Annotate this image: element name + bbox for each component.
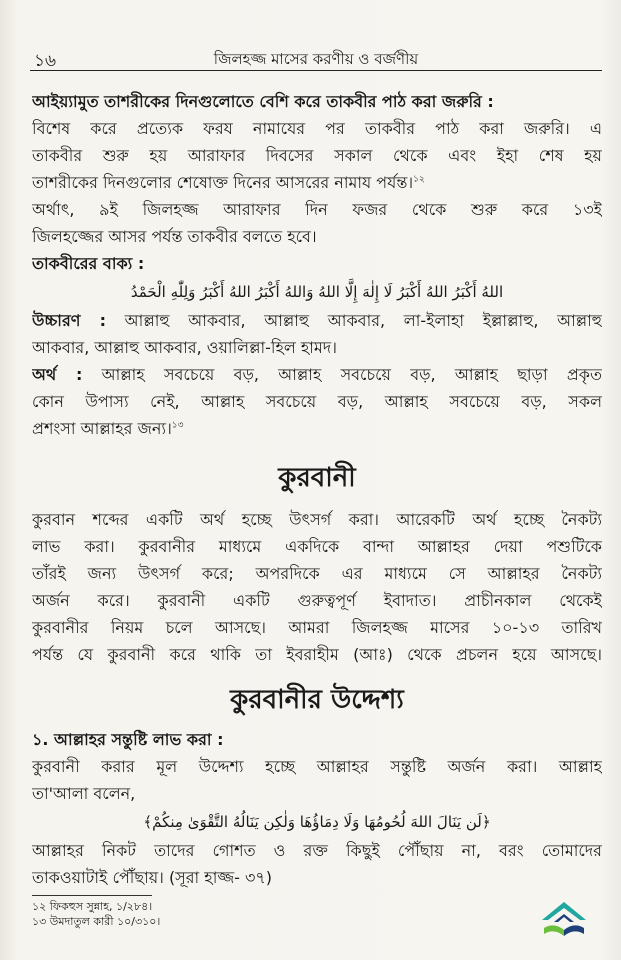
meaning-label: অর্থ : bbox=[32, 365, 83, 384]
footnote-item: ১৩ উমদাতুল কারী ১০/৩১০। bbox=[32, 915, 161, 928]
section-heading-qurbani: কুরবানী bbox=[278, 463, 356, 493]
paragraph-line: অর্জন করে। কুরবানী একটি গুরুত্বপূর্ণ ইবাদাত। প্রাচীনকাল থেকেই bbox=[32, 591, 602, 610]
paragraph-line bbox=[32, 169, 602, 196]
paragraph-line: তাঁরই জন্য উৎসর্গ করে; অপরদিকে এর মাধ্যমে সে আল্লাহর নৈকট্য bbox=[32, 564, 602, 583]
takbir-label: তাকবীরের বাক্য : bbox=[32, 254, 145, 273]
paragraph-line: আল্লাহর নিকট তাদের গোশত ও রক্ত কিছুই পৌঁছায় না, বরং তোমাদের bbox=[32, 841, 602, 860]
paragraph-line: লাভ করা। কুরবানীর মাধ্যমে একদিকে বান্দা আল্লাহর দেয়া পশুটিকে bbox=[32, 537, 602, 556]
footnote-ref: ১৩ bbox=[171, 420, 184, 431]
meaning-line: কোন উপাস্য নেই, আল্লাহ সবচেয়ে বড়, আল্লাহ সবচেয়ে বড়, সকল bbox=[32, 392, 602, 411]
pronunciation-label: উচ্চারণ : bbox=[32, 311, 106, 330]
section-heading-tashrik: আইয়্যামুত তাশরীকের দিনগুলোতে বেশি করে তাকবীর পাঠ করা জরুরি : bbox=[32, 92, 494, 111]
meaning-line bbox=[32, 415, 602, 442]
subheading-pleasure: ১. আল্লাহর সন্তুষ্টি লাভ করা : bbox=[32, 730, 224, 749]
running-title: জিলহজ্জ মাসের করণীয় ও বর্জণীয় bbox=[213, 50, 419, 68]
pronunciation-line: আকবার, আল্লাহু আকবার, ওয়ালিল্লা-হিল হামদ। bbox=[32, 338, 337, 357]
logo-inner-chevron bbox=[554, 914, 574, 922]
page-content bbox=[32, 88, 602, 891]
footnotes bbox=[32, 899, 160, 929]
pronunciation-line bbox=[32, 307, 602, 334]
page-number: ১৬ bbox=[34, 51, 57, 71]
meaning-text: প্রশংসা আল্লাহর জন্য। bbox=[32, 419, 172, 438]
paragraph-line: কুরবানীর নিয়ম চলে আসছে। আমরা জিলহজ্জ মাসের ১০-১৩ তারিখ bbox=[32, 618, 602, 637]
footnote-divider bbox=[32, 895, 152, 896]
paragraph-line: তাকবীর শুরু হয় আরাফার দিবসের সকাল থেকে এবং ইহা শেষ হয় bbox=[32, 146, 602, 165]
publisher-logo-icon bbox=[536, 898, 592, 946]
arabic-verse: ﴿لَن يَنَالَ اللهَ لُحُومُهَا وَلَا دِمَاؤُهَا وَلٰكِن يَنَالُهُ التَّقْوَىٰ مِنكُمْ﴾ bbox=[143, 813, 491, 831]
paragraph-line: জিলহজ্জের আসর পর্যন্ত তাকবীর বলতে হবে। bbox=[32, 227, 317, 246]
paragraph-line: কুরবান শব্দের একটি অর্থ হচ্ছে উৎসর্গ করা। আরেকটি অর্থ হচ্ছে নৈকট্য bbox=[32, 510, 602, 529]
paragraph-line: তাকওয়াটাই পৌঁছায়। (সূরা হাজ্জ- ৩৭) bbox=[32, 868, 273, 887]
paragraph-line: কুরবানী করার মূল উদ্দেশ্য হচ্ছে আল্লাহর সন্তুষ্টি অর্জন করা। আল্লাহ bbox=[32, 757, 602, 776]
paragraph-line: অর্থাৎ, ৯ই জিলহজ্জ আরাফার দিন ফজর থেকে শুরু করে ১৩ই bbox=[32, 200, 602, 219]
meaning-text: আল্লাহ সবচেয়ে বড়, আল্লাহ সবচেয়ে বড়, আল্লাহ ছাড়া প্রকৃত bbox=[101, 365, 602, 384]
paragraph-line: পর্যন্ত যে কুরবানী করে থাকি তা ইবরাহীম (আঃ) থেকে প্রচলন হয়ে আসছে। bbox=[32, 645, 602, 664]
logo-book-left bbox=[544, 925, 564, 936]
paragraph-line: তা'আলা বলেন, bbox=[32, 784, 136, 803]
footnote-ref: ১২ bbox=[413, 174, 425, 185]
footnote-item: ১২ ফিকহুস সুন্নাহ, ১/২৮৪। bbox=[32, 900, 153, 913]
arabic-takbir: اللهُ أَكْبَرُ اللهُ أَكْبَرُ لَا إِلٰهَ إِلَّا اللهُ وَاللهُ أَكْبَرُ اللهُ أَكْبَرُ وَلِلّٰهِ الْحَمْدُ bbox=[130, 283, 504, 301]
pronunciation-text: আল্লাহু আকবার, আল্লাহু আকবার, লা-ইলাহা ইল্লাল্লাহু, আল্লাহু bbox=[124, 311, 602, 330]
paragraph-text: তাশরীকের দিনগুলোর শেষোক্ত দিনের আসরের নামায পর্যন্ত। bbox=[32, 173, 414, 192]
meaning-line bbox=[32, 361, 602, 388]
section-heading-purpose: কুরবানীর উদ্দেশ্য bbox=[230, 685, 404, 715]
paragraph-line: বিশেষ করে প্রত্যেক ফরয নামাযের পর তাকবীর পাঠ করা জরুরি। এ bbox=[32, 119, 602, 138]
page-header bbox=[30, 44, 602, 71]
logo-roof-shape bbox=[542, 902, 586, 920]
logo-book-right bbox=[564, 925, 584, 936]
